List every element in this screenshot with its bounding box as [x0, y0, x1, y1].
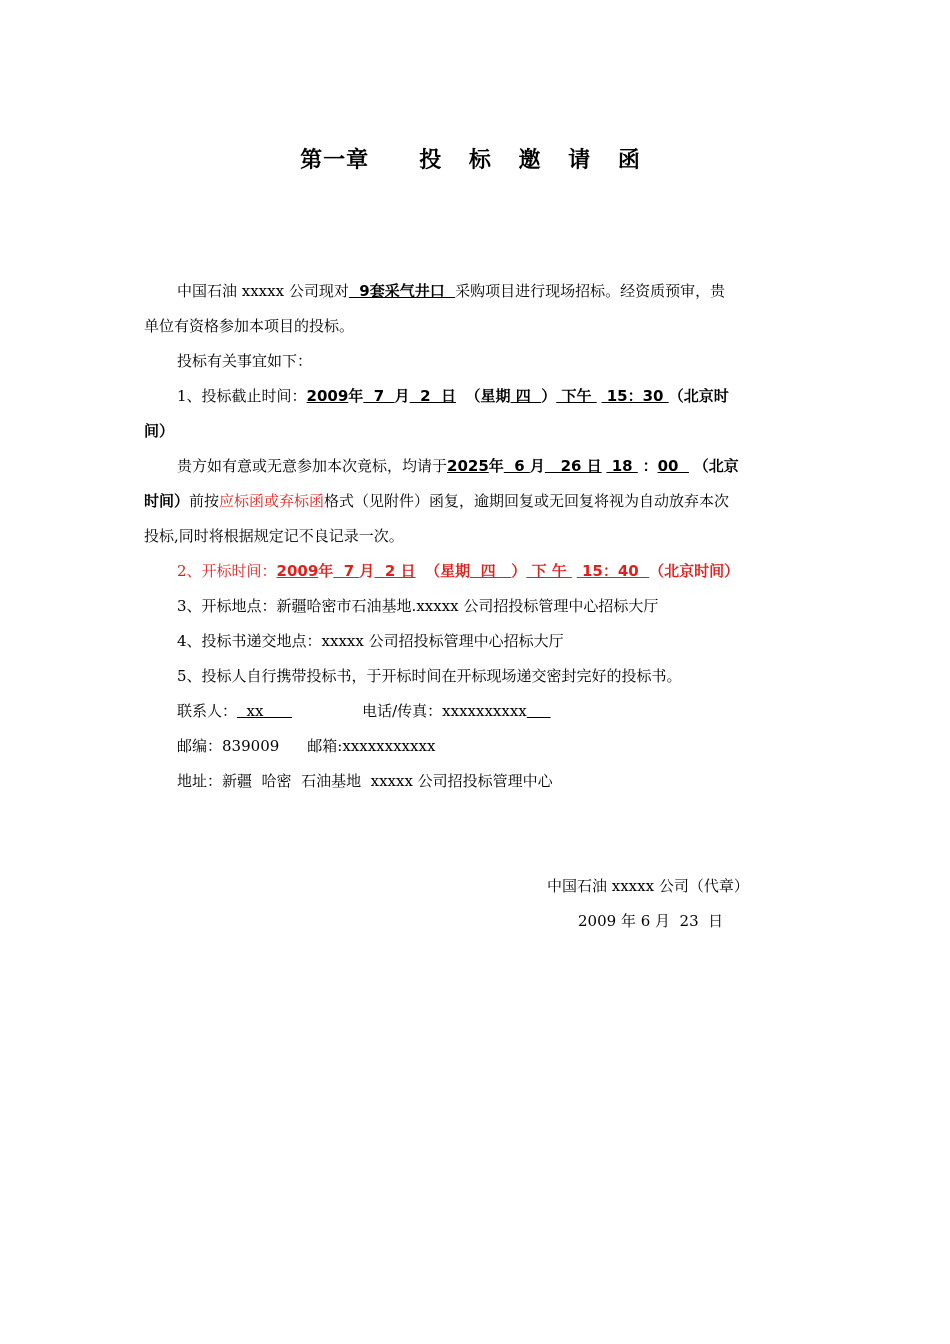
deadline-day: 2 [409, 387, 441, 405]
opening-ampm: 下 午 [526, 562, 572, 580]
year-unit: 年 [488, 457, 504, 475]
month-unit: 月 [359, 562, 375, 580]
deadline-year: 2009 [306, 387, 349, 405]
opening-day: 2 [374, 562, 401, 580]
reply-month: 6 [503, 457, 530, 475]
deadline-time: 15：30 [601, 387, 669, 405]
intro-line-2: 单位有资格参加本项目的投标。 [144, 317, 355, 335]
reply-day: 26 [544, 457, 587, 475]
email-value: xxxxxxxxxxx [342, 737, 436, 755]
email-label: 邮箱: [307, 737, 343, 755]
opening-location-line: 3、开标地点：新疆哈密市石油基地.xxxxx 公司招投标管理中心招标大厅 [177, 597, 659, 615]
submission-location-line: 4、投标书递交地点：xxxxx 公司招投标管理中心招标大厅 [177, 632, 564, 650]
reply-year: 2025 [447, 457, 489, 475]
phone-value: xxxxxxxxxx [442, 702, 527, 720]
project-name: 9套采气井口 [348, 282, 456, 300]
intro-line-3: 投标有关事宜如下： [177, 352, 313, 370]
day-unit: 日 [440, 387, 456, 405]
bid-deadline-label: 1、投标截止时间： [177, 387, 307, 405]
opening-time-line [177, 561, 808, 581]
contact-person: xx [237, 702, 293, 720]
reply-hour: 18 [606, 457, 638, 475]
timezone-label: （北京时 [668, 387, 729, 405]
opening-time-label: 2、开标时间： [177, 562, 277, 580]
weekday-open: （星期 [425, 562, 471, 580]
reply-minute: 00 [657, 457, 689, 475]
weekday-open: （星期 [465, 387, 511, 405]
submission-note-line: 5、投标人自行携带投标书，于开标时间在开标现场递交密封完好的投标书。 [177, 667, 682, 685]
reply-line-2 [144, 491, 808, 511]
zip-label: 邮编： [177, 737, 223, 755]
opening-time: 15：40 [576, 562, 650, 580]
opening-weekday: 四 [470, 562, 512, 580]
bid-deadline-line [177, 386, 808, 406]
reply-text: 前按 [189, 492, 220, 510]
deadline-ampm: 下午 [556, 387, 597, 405]
reply-text: 贵方如有意或无意参加本次竟标，均请于 [177, 457, 448, 475]
zip-value: 839009 [222, 737, 280, 755]
timezone-label: （北京时间） [649, 562, 740, 580]
postal-line [177, 736, 808, 756]
timezone-label: 时间） [144, 492, 190, 510]
contact-line [177, 701, 808, 721]
year-unit: 年 [318, 562, 334, 580]
title-name: 投 标 邀 请 函 [419, 148, 650, 173]
month-unit: 月 [529, 457, 545, 475]
page-title [0, 143, 950, 174]
time-separator: ： [642, 457, 658, 475]
reply-line-3: 投标,同时将根据规定记不良记录一次。 [144, 527, 404, 545]
phone-label: 电话/传真： [362, 702, 443, 720]
reply-text: 格式（见附件）函复，逾期回复或无回复将视为自动放弃本次 [324, 492, 730, 510]
phone-blank [527, 702, 551, 720]
weekday-close: ） [511, 562, 527, 580]
day-unit: 日 [400, 562, 416, 580]
month-unit: 月 [394, 387, 410, 405]
reply-form-highlight: 应标函或弃标函 [219, 492, 325, 510]
deadline-weekday: 四 [510, 387, 542, 405]
opening-month: 7 [333, 562, 360, 580]
intro-text: 采购项目进行现场招标。经资质预审，贵 [455, 282, 726, 300]
reply-line-1 [177, 456, 808, 476]
timezone-label: （北京 [693, 457, 739, 475]
bid-deadline-line-2: 间） [144, 422, 175, 440]
intro-line-1 [177, 281, 808, 301]
signature-date: 2009 年 6 月 23 日 [578, 912, 724, 930]
deadline-month: 7 [363, 387, 395, 405]
contact-person-label: 联系人： [177, 702, 238, 720]
day-unit: 日 [586, 457, 602, 475]
opening-year: 2009 [276, 562, 319, 580]
chapter-label: 第一章 [300, 148, 370, 173]
weekday-close: ） [541, 387, 557, 405]
address-line: 地址：新疆 哈密 石油基地 xxxxx 公司招投标管理中心 [177, 772, 553, 790]
signature-company: 中国石油 xxxxx 公司（代章） [547, 877, 749, 895]
year-unit: 年 [348, 387, 364, 405]
intro-text: 中国石油 xxxxx 公司现对 [177, 282, 349, 300]
